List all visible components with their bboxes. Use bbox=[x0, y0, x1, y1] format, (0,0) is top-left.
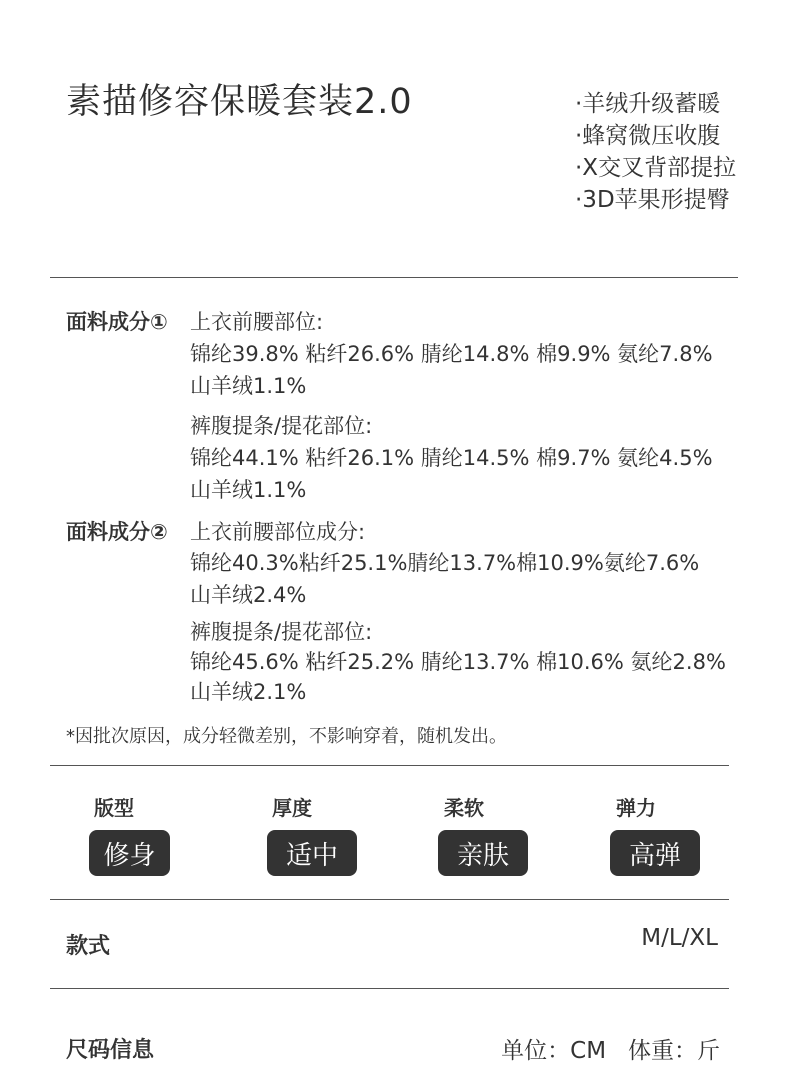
feature-list bbox=[575, 88, 736, 216]
fabric2-part2-line: 山羊绒2.1% bbox=[190, 680, 307, 704]
feature-item: ·蜂窝微压收腹 bbox=[575, 123, 721, 149]
divider bbox=[50, 899, 729, 900]
feature-item: ·羊绒升级蓄暖 bbox=[575, 91, 721, 117]
fabric1-part1-line: 锦纶39.8% 粘纤26.6% 腈纶14.8% 棉9.9% 氨纶7.8% bbox=[190, 342, 713, 366]
fabric1-label: 面料成分① bbox=[66, 310, 168, 334]
feature-item: ·3D苹果形提臀 bbox=[575, 187, 730, 213]
fabric1-part2-line: 山羊绒1.1% bbox=[190, 478, 307, 502]
composition-note: *因批次原因，成分轻微差别，不影响穿着，随机发出。 bbox=[66, 726, 507, 747]
divider bbox=[50, 765, 729, 766]
fabric1-part2-line: 锦纶44.1% 粘纤26.1% 腈纶14.5% 棉9.7% 氨纶4.5% bbox=[190, 446, 713, 470]
fabric2-label: 面料成分② bbox=[66, 520, 168, 544]
divider bbox=[50, 277, 738, 278]
style-label: 款式 bbox=[66, 934, 111, 959]
attr-softness-chip: 亲肤 bbox=[438, 830, 528, 876]
fabric1-part1-line: 山羊绒1.1% bbox=[190, 374, 307, 398]
size-info-value: 单位：CM 体重：斤 bbox=[501, 1038, 720, 1064]
size-info-label: 尺码信息 bbox=[66, 1038, 155, 1063]
divider bbox=[50, 988, 729, 989]
fabric1-part2-title: 裤腹提条/提花部位: bbox=[190, 414, 373, 438]
product-title: 素描修容保暖套装2.0 bbox=[66, 82, 413, 122]
fabric2-part2-line: 锦纶45.6% 粘纤25.2% 腈纶13.7% 棉10.6% 氨纶2.8% bbox=[190, 650, 726, 674]
attr-thickness-head: 厚度 bbox=[272, 796, 312, 820]
attr-elasticity-head: 弹力 bbox=[616, 796, 656, 820]
fabric2-part2-title: 裤腹提条/提花部位: bbox=[190, 620, 373, 644]
attr-softness-head: 柔软 bbox=[444, 796, 484, 820]
fabric2-part1-line: 山羊绒2.4% bbox=[190, 583, 307, 607]
fabric1-part1-title: 上衣前腰部位: bbox=[190, 310, 324, 334]
fabric2-part1-title: 上衣前腰部位成分: bbox=[190, 520, 366, 544]
fabric2-part1-line: 锦纶40.3%粘纤25.1%腈纶13.7%棉10.9%氨纶7.6% bbox=[190, 551, 700, 575]
style-value: M/L/XL bbox=[641, 925, 718, 951]
attr-thickness-chip: 适中 bbox=[267, 830, 357, 876]
attr-elasticity-chip: 高弹 bbox=[610, 830, 700, 876]
feature-item: ·X交叉背部提拉 bbox=[575, 155, 737, 181]
attr-fit-chip: 修身 bbox=[89, 830, 170, 876]
attr-fit-head: 版型 bbox=[94, 796, 134, 820]
